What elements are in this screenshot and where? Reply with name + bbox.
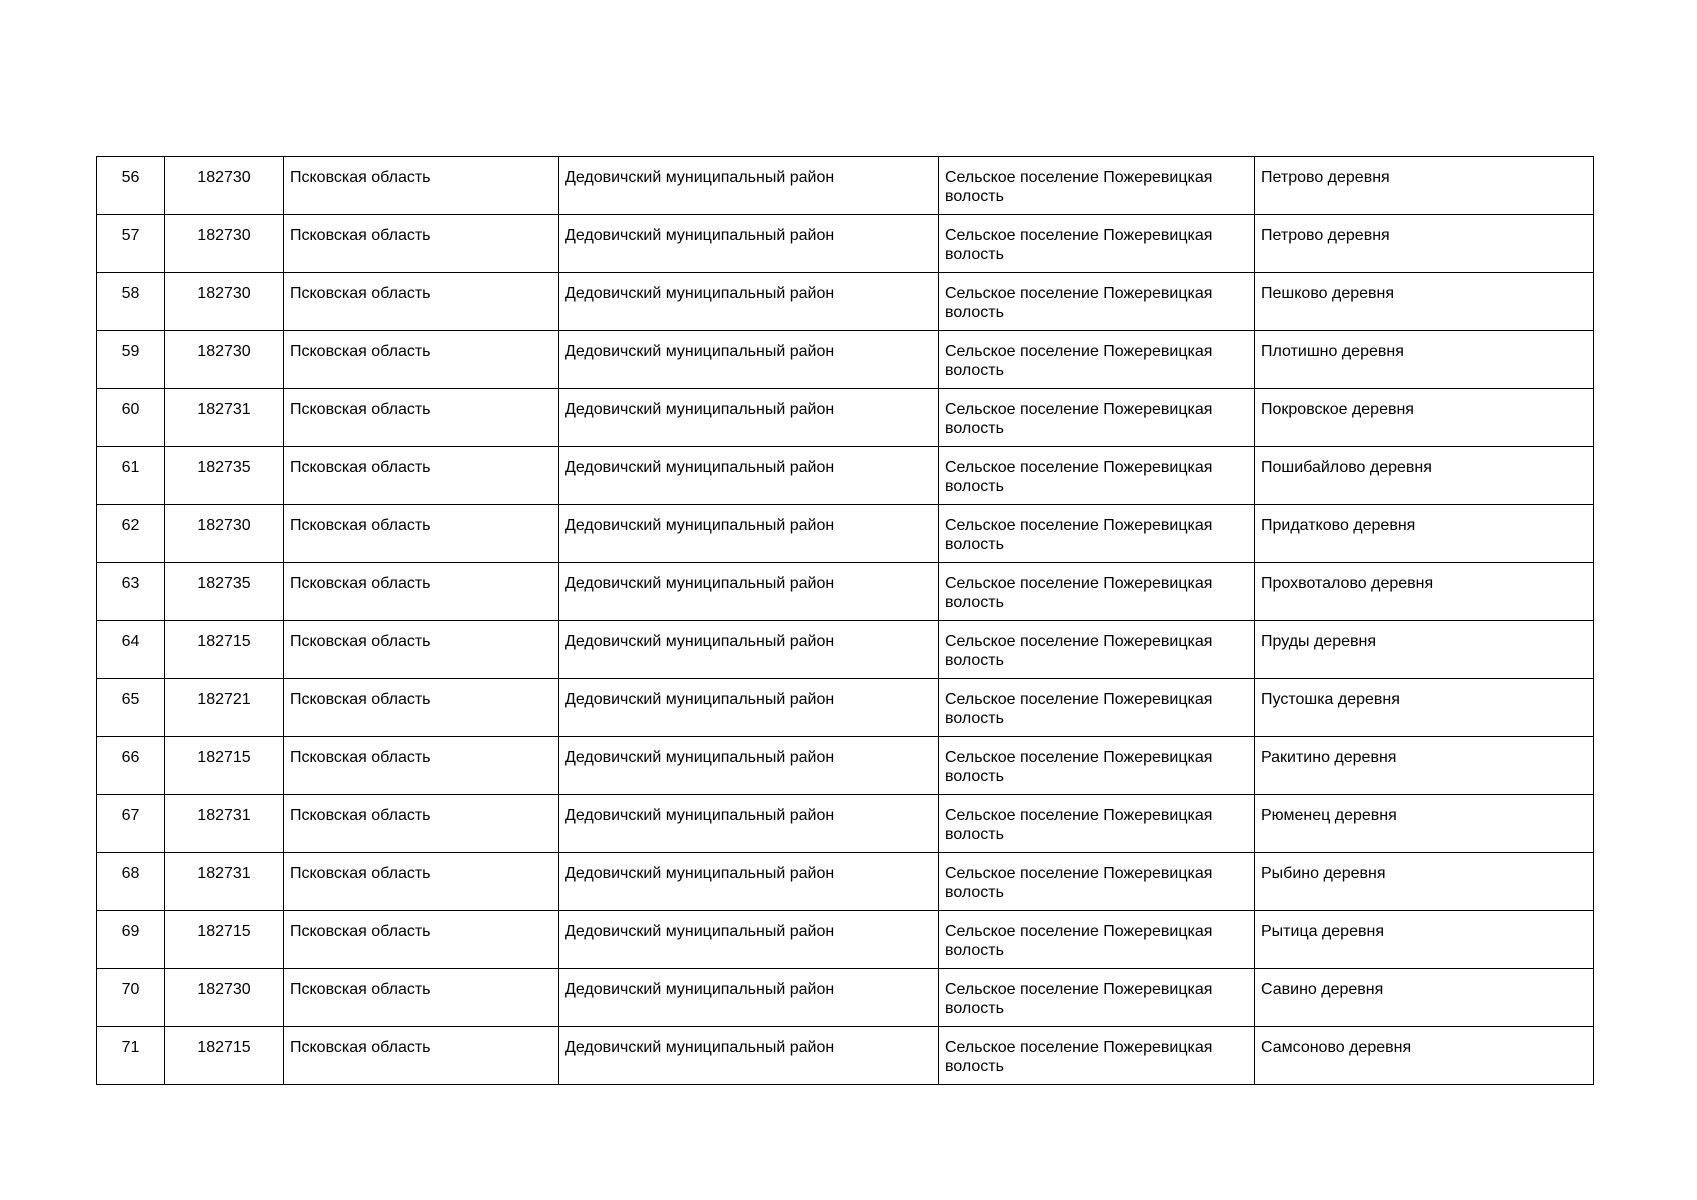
settlement-name-cell — [939, 795, 1255, 853]
locality-name-cell — [1255, 969, 1594, 1027]
row-number-cell — [97, 795, 165, 853]
row-number-cell — [97, 157, 165, 215]
locality-name: Петрово деревня — [1261, 227, 1390, 244]
row-number: 62 — [121, 517, 140, 534]
region-name-cell — [284, 563, 559, 621]
postal-index: 182730 — [197, 981, 251, 998]
region-name: Псковская область — [290, 575, 431, 592]
row-number: 70 — [121, 981, 140, 998]
row-number-cell — [97, 389, 165, 447]
postal-index-cell — [165, 505, 284, 563]
postal-index: 182730 — [197, 517, 251, 534]
table-row — [97, 563, 1594, 621]
table-row — [97, 969, 1594, 1027]
region-name-cell — [284, 215, 559, 273]
settlement-name-cell — [939, 621, 1255, 679]
settlement-name: Сельское поселение Пожеревицкая волость — [945, 459, 1213, 495]
row-number-cell — [97, 679, 165, 737]
region-name: Псковская область — [290, 285, 431, 302]
postal-index: 182731 — [197, 865, 251, 882]
district-name: Дедовичский муниципальный район — [565, 1039, 835, 1056]
postal-index: 182721 — [197, 691, 251, 708]
region-name: Псковская область — [290, 401, 431, 418]
region-name: Псковская область — [290, 633, 431, 650]
settlement-name: Сельское поселение Пожеревицкая волость — [945, 517, 1213, 553]
postal-index: 182735 — [197, 459, 251, 476]
locality-name: Савино деревня — [1261, 981, 1384, 998]
row-number-cell — [97, 273, 165, 331]
region-name: Псковская область — [290, 981, 431, 998]
row-number-cell — [97, 447, 165, 505]
district-name-cell — [559, 563, 939, 621]
row-number: 69 — [121, 923, 140, 940]
postal-index: 182735 — [197, 575, 251, 592]
postal-index-cell — [165, 795, 284, 853]
district-name-cell — [559, 505, 939, 563]
region-name-cell — [284, 331, 559, 389]
table-row — [97, 795, 1594, 853]
district-name-cell — [559, 737, 939, 795]
row-number: 65 — [121, 691, 140, 708]
locality-name-cell — [1255, 853, 1594, 911]
settlement-name-cell — [939, 1027, 1255, 1085]
postal-index-cell — [165, 447, 284, 505]
locality-name: Плотишно деревня — [1261, 343, 1404, 360]
table-row — [97, 157, 1594, 215]
region-name-cell — [284, 853, 559, 911]
locality-name: Самсоново деревня — [1261, 1039, 1412, 1056]
locality-name-cell — [1255, 795, 1594, 853]
table-body — [97, 157, 1594, 1085]
postal-index: 182715 — [197, 633, 251, 650]
district-name-cell — [559, 795, 939, 853]
settlement-name: Сельское поселение Пожеревицкая волость — [945, 807, 1213, 843]
district-name: Дедовичский муниципальный район — [565, 343, 835, 360]
row-number-cell — [97, 215, 165, 273]
district-name-cell — [559, 215, 939, 273]
row-number: 60 — [121, 401, 140, 418]
district-name: Дедовичский муниципальный район — [565, 459, 835, 476]
settlement-name-cell — [939, 737, 1255, 795]
district-name: Дедовичский муниципальный район — [565, 749, 835, 766]
locality-name-cell — [1255, 215, 1594, 273]
locality-name-cell — [1255, 621, 1594, 679]
settlement-name: Сельское поселение Пожеревицкая волость — [945, 691, 1213, 727]
district-name: Дедовичский муниципальный район — [565, 285, 835, 302]
region-name-cell — [284, 911, 559, 969]
row-number-cell — [97, 1027, 165, 1085]
locality-name-cell — [1255, 505, 1594, 563]
district-name: Дедовичский муниципальный район — [565, 923, 835, 940]
table-row — [97, 505, 1594, 563]
postal-index-cell — [165, 679, 284, 737]
row-number-cell — [97, 331, 165, 389]
district-name-cell — [559, 621, 939, 679]
region-name: Псковская область — [290, 865, 431, 882]
localities-table — [96, 156, 1594, 1085]
district-name: Дедовичский муниципальный район — [565, 575, 835, 592]
region-name: Псковская область — [290, 169, 431, 186]
region-name: Псковская область — [290, 227, 431, 244]
district-name: Дедовичский муниципальный район — [565, 517, 835, 534]
locality-name-cell — [1255, 331, 1594, 389]
locality-name: Пошибайлово деревня — [1261, 459, 1432, 476]
postal-index-cell — [165, 969, 284, 1027]
postal-index-cell — [165, 1027, 284, 1085]
row-number-cell — [97, 853, 165, 911]
district-name: Дедовичский муниципальный район — [565, 227, 835, 244]
region-name-cell — [284, 679, 559, 737]
postal-index-cell — [165, 215, 284, 273]
settlement-name: Сельское поселение Пожеревицкая волость — [945, 1039, 1213, 1075]
settlement-name: Сельское поселение Пожеревицкая волость — [945, 865, 1213, 901]
settlement-name-cell — [939, 447, 1255, 505]
settlement-name: Сельское поселение Пожеревицкая волость — [945, 575, 1213, 611]
table-row — [97, 911, 1594, 969]
row-number: 68 — [121, 865, 140, 882]
district-name: Дедовичский муниципальный район — [565, 865, 835, 882]
row-number-cell — [97, 911, 165, 969]
table-row — [97, 853, 1594, 911]
settlement-name-cell — [939, 505, 1255, 563]
locality-name: Рытица деревня — [1261, 923, 1384, 940]
postal-index-cell — [165, 389, 284, 447]
locality-name-cell — [1255, 1027, 1594, 1085]
postal-index-cell — [165, 331, 284, 389]
district-name-cell — [559, 853, 939, 911]
settlement-name: Сельское поселение Пожеревицкая волость — [945, 749, 1213, 785]
district-name-cell — [559, 447, 939, 505]
postal-index: 182715 — [197, 749, 251, 766]
postal-index: 182730 — [197, 169, 251, 186]
locality-name: Пруды деревня — [1261, 633, 1376, 650]
locality-name-cell — [1255, 157, 1594, 215]
region-name-cell — [284, 795, 559, 853]
locality-name: Ракитино деревня — [1261, 749, 1397, 766]
locality-name-cell — [1255, 447, 1594, 505]
district-name: Дедовичский муниципальный район — [565, 807, 835, 824]
settlement-name-cell — [939, 273, 1255, 331]
postal-index: 182715 — [197, 1039, 251, 1056]
region-name: Псковская область — [290, 517, 431, 534]
table-row — [97, 273, 1594, 331]
settlement-name-cell — [939, 331, 1255, 389]
row-number: 56 — [121, 169, 140, 186]
locality-name: Петрово деревня — [1261, 169, 1390, 186]
region-name: Псковская область — [290, 807, 431, 824]
postal-index-cell — [165, 621, 284, 679]
row-number-cell — [97, 505, 165, 563]
table-row — [97, 447, 1594, 505]
postal-index-cell — [165, 273, 284, 331]
settlement-name: Сельское поселение Пожеревицкая волость — [945, 923, 1213, 959]
locality-name: Придатково деревня — [1261, 517, 1416, 534]
region-name: Псковская область — [290, 691, 431, 708]
row-number-cell — [97, 563, 165, 621]
postal-index: 182730 — [197, 227, 251, 244]
locality-name: Рыбино деревня — [1261, 865, 1386, 882]
table-row — [97, 737, 1594, 795]
locality-name-cell — [1255, 679, 1594, 737]
locality-name-cell — [1255, 389, 1594, 447]
district-name-cell — [559, 389, 939, 447]
region-name-cell — [284, 737, 559, 795]
postal-index-cell — [165, 911, 284, 969]
settlement-name: Сельское поселение Пожеревицкая волость — [945, 169, 1213, 205]
row-number: 66 — [121, 749, 140, 766]
postal-index-cell — [165, 853, 284, 911]
region-name-cell — [284, 273, 559, 331]
region-name-cell — [284, 505, 559, 563]
region-name-cell — [284, 969, 559, 1027]
locality-name-cell — [1255, 563, 1594, 621]
postal-index-cell — [165, 157, 284, 215]
table-row — [97, 621, 1594, 679]
region-name-cell — [284, 389, 559, 447]
region-name: Псковская область — [290, 749, 431, 766]
table-row — [97, 215, 1594, 273]
row-number-cell — [97, 737, 165, 795]
district-name-cell — [559, 911, 939, 969]
row-number: 57 — [121, 227, 140, 244]
row-number: 61 — [121, 459, 140, 476]
locality-name: Прохвоталово деревня — [1261, 575, 1434, 592]
district-name-cell — [559, 331, 939, 389]
district-name-cell — [559, 969, 939, 1027]
district-name: Дедовичский муниципальный район — [565, 633, 835, 650]
row-number: 71 — [121, 1039, 140, 1056]
district-name-cell — [559, 273, 939, 331]
district-name: Дедовичский муниципальный район — [565, 169, 835, 186]
row-number-cell — [97, 621, 165, 679]
locality-name-cell — [1255, 911, 1594, 969]
district-name: Дедовичский муниципальный район — [565, 691, 835, 708]
settlement-name-cell — [939, 157, 1255, 215]
postal-index: 182731 — [197, 401, 251, 418]
region-name: Псковская область — [290, 343, 431, 360]
settlement-name: Сельское поселение Пожеревицкая волость — [945, 981, 1213, 1017]
settlement-name: Сельское поселение Пожеревицкая волость — [945, 401, 1213, 437]
row-number: 64 — [121, 633, 140, 650]
postal-index: 182730 — [197, 343, 251, 360]
region-name-cell — [284, 447, 559, 505]
postal-index: 182731 — [197, 807, 251, 824]
region-name: Псковская область — [290, 923, 431, 940]
settlement-name-cell — [939, 215, 1255, 273]
locality-name-cell — [1255, 737, 1594, 795]
settlement-name-cell — [939, 969, 1255, 1027]
locality-name: Рюменец деревня — [1261, 807, 1397, 824]
locality-name: Пешково деревня — [1261, 285, 1395, 302]
locality-name: Пустошка деревня — [1261, 691, 1400, 708]
locality-name-cell — [1255, 273, 1594, 331]
region-name-cell — [284, 1027, 559, 1085]
row-number: 58 — [121, 285, 140, 302]
locality-name: Покровское деревня — [1261, 401, 1414, 418]
row-number: 63 — [121, 575, 140, 592]
postal-index-cell — [165, 737, 284, 795]
row-number-cell — [97, 969, 165, 1027]
settlement-name-cell — [939, 679, 1255, 737]
row-number: 67 — [121, 807, 140, 824]
district-name: Дедовичский муниципальный район — [565, 401, 835, 418]
settlement-name-cell — [939, 911, 1255, 969]
district-name-cell — [559, 679, 939, 737]
settlement-name: Сельское поселение Пожеревицкая волость — [945, 227, 1213, 263]
settlement-name-cell — [939, 389, 1255, 447]
postal-index: 182715 — [197, 923, 251, 940]
district-name-cell — [559, 157, 939, 215]
postal-index: 182730 — [197, 285, 251, 302]
settlement-name-cell — [939, 563, 1255, 621]
row-number: 59 — [121, 343, 140, 360]
settlement-name: Сельское поселение Пожеревицкая волость — [945, 343, 1213, 379]
settlement-name-cell — [939, 853, 1255, 911]
region-name: Псковская область — [290, 1039, 431, 1056]
settlement-name: Сельское поселение Пожеревицкая волость — [945, 285, 1213, 321]
district-name-cell — [559, 1027, 939, 1085]
table-row — [97, 331, 1594, 389]
settlement-name: Сельское поселение Пожеревицкая волость — [945, 633, 1213, 669]
region-name: Псковская область — [290, 459, 431, 476]
table-row — [97, 389, 1594, 447]
table-row — [97, 1027, 1594, 1085]
postal-index-cell — [165, 563, 284, 621]
region-name-cell — [284, 157, 559, 215]
district-name: Дедовичский муниципальный район — [565, 981, 835, 998]
table-row — [97, 679, 1594, 737]
region-name-cell — [284, 621, 559, 679]
